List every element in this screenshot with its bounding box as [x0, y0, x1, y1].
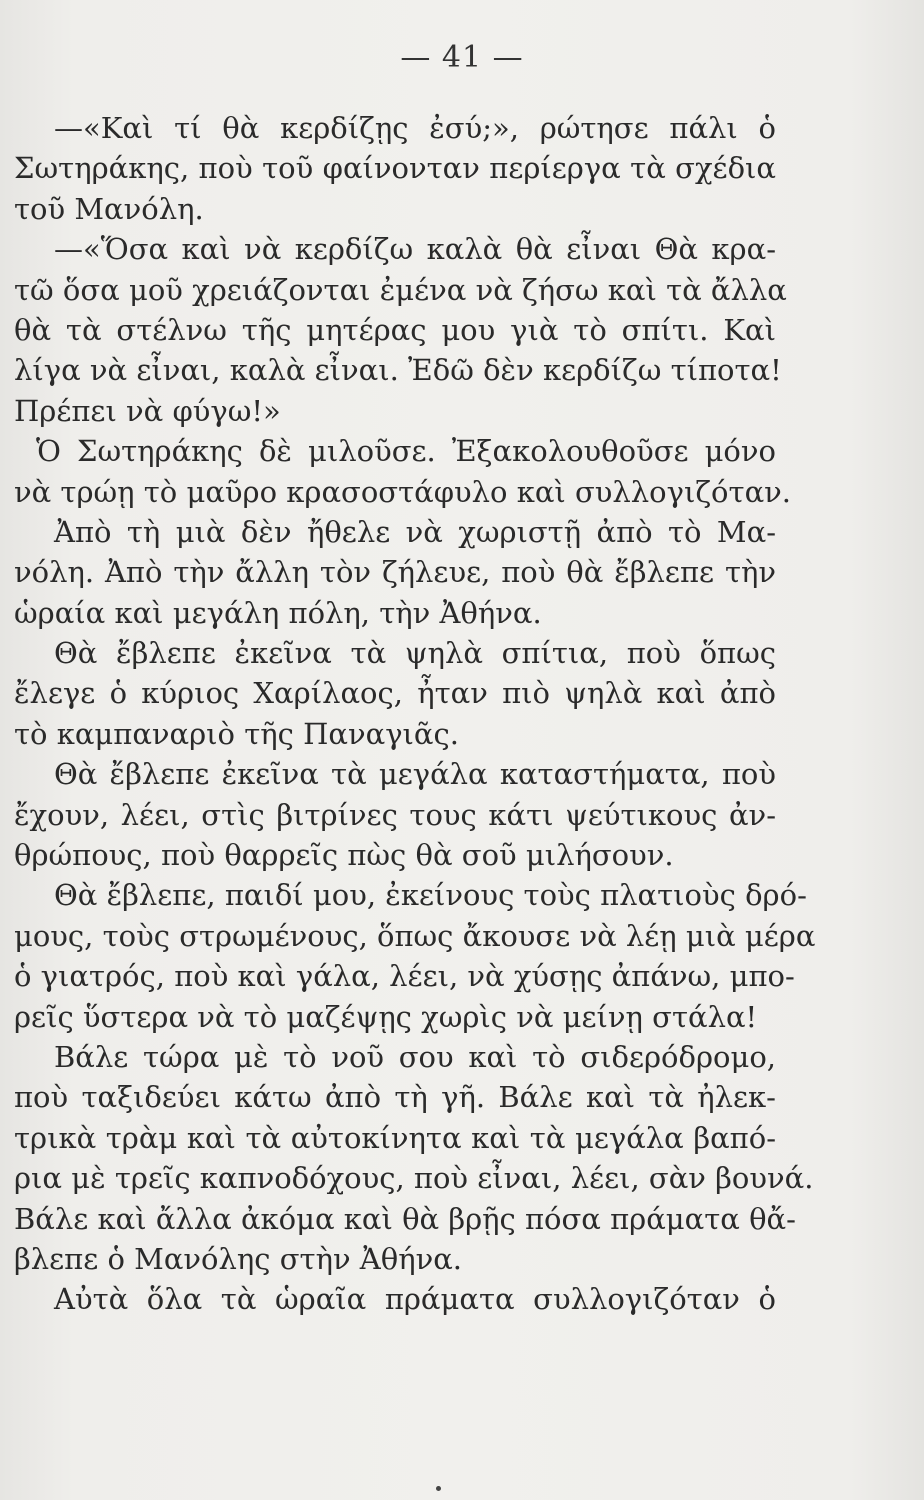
text-line: βλεπε ὁ Μανόλης στὴν Ἀθήνα. — [14, 1241, 462, 1276]
text-line: τρικὰ τρὰμ καὶ τὰ αὐτοκίνητα καὶ τὰ μεγάλα βαπό- — [14, 1120, 776, 1155]
text-line: Ὁ Σωτηράκης δὲ μιλοῦσε. Ἐξακολουθοῦσε μόνο — [36, 434, 776, 469]
text-line: θὰ τὰ στέλνω τῆς μητέρας μου γιὰ τὸ σπίτι. Καὶ — [14, 312, 776, 347]
text-line: ὡραία καὶ μεγάλη πόλη, τὴν Ἀθήνα. — [14, 595, 542, 630]
text-line: Αὐτὰ ὅλα τὰ ὡραῖα πράματα συλλογιζόταν ὁ — [54, 1282, 776, 1317]
text-line: Θὰ ἔβλεπε ἐκεῖνα τὰ μεγάλα καταστήματα, ποὺ — [54, 757, 776, 792]
text-line: τοῦ Μανόλη. — [14, 191, 204, 226]
text-line: —«Καὶ τί θὰ κερδίζῃς ἐσύ;», ρώτησε πάλι ὁ — [54, 111, 776, 145]
text-line: ὁ γιατρός, ποὺ καὶ γάλα, λέει, νὰ χύσῃς ἀπάνω, μπο- — [14, 959, 795, 994]
text-line: Πρέπει νὰ φύγω!» — [14, 393, 281, 428]
text-line: Βάλε τώρα μὲ τὸ νοῦ σου καὶ τὸ σιδερόδρομο, — [54, 1039, 776, 1074]
text-line: τὸ καμπαναριὸ τῆς Παναγιᾶς. — [14, 716, 459, 751]
text-line: Βάλε καὶ ἄλλα ἀκόμα καὶ θὰ βρῇς πόσα πράματα θἄ- — [14, 1201, 796, 1236]
text-line: ποὺ ταξιδεύει κάτω ἀπὸ τὴ γῆ. Βάλε καὶ τὰ ἠλεκ- — [14, 1080, 776, 1115]
text-line: τῶ ὅσα μοῦ χρειάζονται ἐμένα νὰ ζήσω καὶ τὰ ἄλλα — [14, 272, 787, 307]
text-line: νὰ τρώῃ τὸ μαῦρο κρασοστάφυλο καὶ συλλογιζόταν. — [14, 474, 791, 509]
text-line: Ἀπὸ τὴ μιὰ δὲν ἤθελε νὰ χωριστῇ ἀπὸ τὸ Μα- — [54, 514, 776, 549]
text-line: λίγα νὰ εἶναι, καλὰ εἶναι. Ἐδῶ δὲν κερδίζω τίποτα! — [14, 353, 782, 388]
text-line: ἔλεγε ὁ κύριος Χαρίλαος, ἦταν πιὸ ψηλὰ καὶ ἀπὸ — [14, 676, 776, 711]
text-line: ἔχουν, λέει, στὶς βιτρίνες τους κάτι ψεύτικους ἀν- — [14, 797, 776, 832]
page-number: — 41 — — [400, 40, 524, 75]
text-line: Θὰ ἔβλεπε ἐκεῖνα τὰ ψηλὰ σπίτια, ποὺ ὅπως — [54, 636, 776, 671]
body-text — [14, 108, 816, 1320]
text-line: θρώπους, ποὺ θαρρεῖς πὼς θὰ σοῦ μιλήσουν. — [14, 838, 674, 873]
text-line: —«Ὅσα καὶ νὰ κερδίζω καλὰ θὰ εἶναι Θὰ κρα- — [54, 232, 776, 267]
text-line: Θὰ ἔβλεπε, παιδί μου, ἐκείνους τοὺς πλατιοὺς δρό- — [54, 878, 807, 913]
text-line: ρια μὲ τρεῖς καπνοδόχους, ποὺ εἶναι, λέει, σὰν βουνά. — [14, 1161, 814, 1196]
ink-speck — [436, 1486, 441, 1491]
text-line: ρεῖς ὕστερα νὰ τὸ μαζέψῃς χωρὶς νὰ μείνῃ στάλα! — [14, 999, 758, 1034]
text-line: Σωτηράκης, ποὺ τοῦ φαίνονταν περίεργα τὰ σχέδια — [14, 151, 776, 186]
text-line: νόλη. Ἀπὸ τὴν ἄλλη τὸν ζήλευε, ποὺ θὰ ἔβλεπε τὴν — [14, 555, 776, 590]
text-line: μους, τοὺς στρωμένους, ὅπως ἄκουσε νὰ λέῃ μιὰ μέρα — [14, 918, 816, 953]
